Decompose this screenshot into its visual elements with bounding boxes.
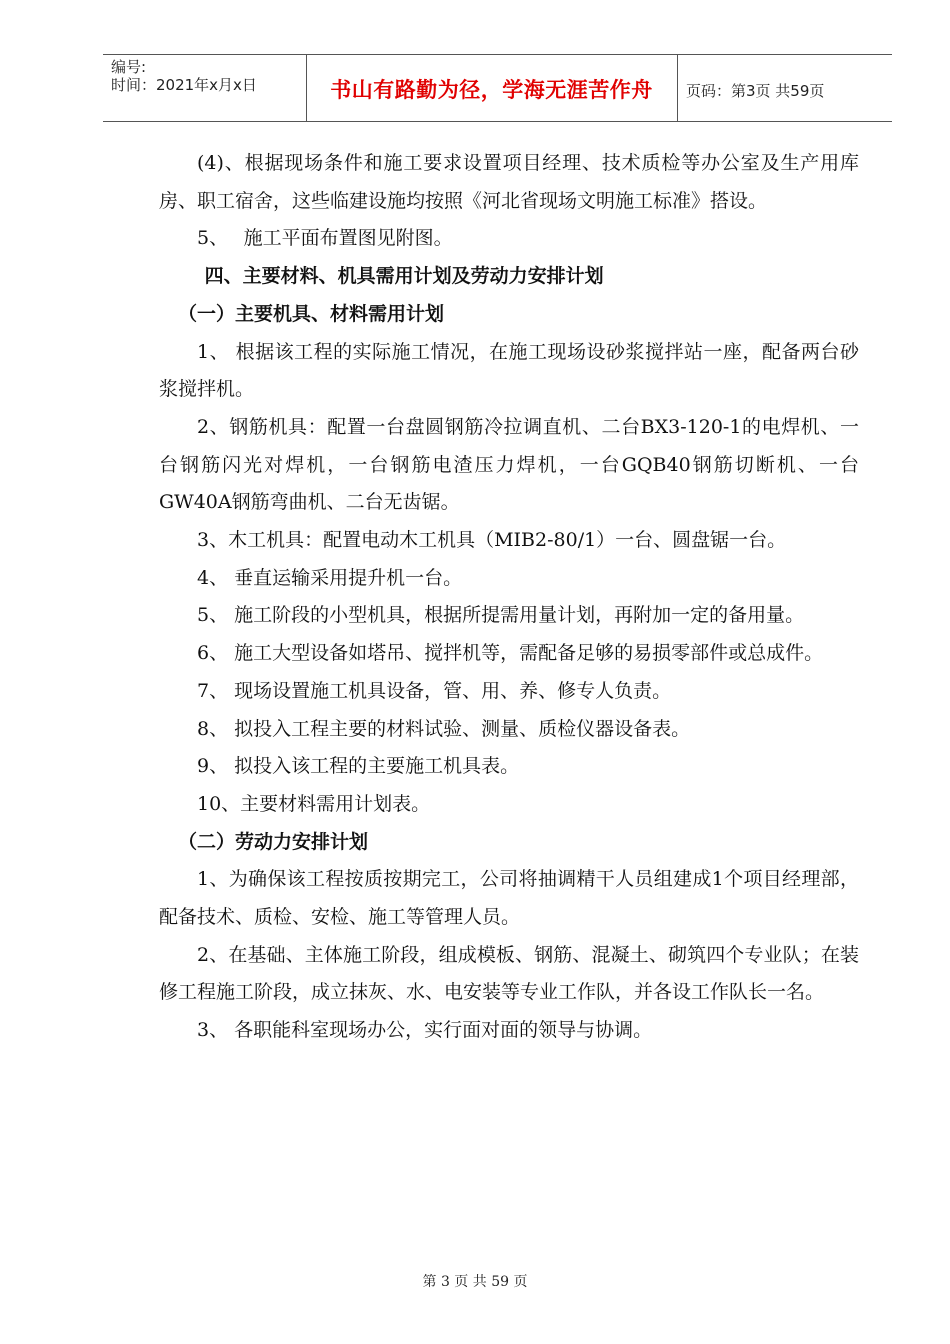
paragraph: 6、 施工大型设备如塔吊、搅拌机等，需配备足够的易损零部件或总成件。: [197, 642, 824, 665]
paragraph: (4)、根据现场条件和施工要求设置项目经理、技术质检等办公室及生产用库房、职工宿舍，这些临建设施均按照《河北省现场文明施工标准》搭设。: [159, 152, 859, 212]
page-footer-number: 第 3 页 共 59 页: [422, 1274, 528, 1290]
paragraph: 2、钢筋机具：配置一台盘圆钢筋冷拉调直机、二台BX3-120-1的电焊机、一台钢筋闪光对焊机，一台钢筋电渣压力焊机，一台GQB40钢筋切断机、一台GW40A钢筋弯曲机、二台无齿锯。: [159, 415, 859, 514]
header-page-info: 页码：第3页 共59页: [686, 82, 825, 100]
paragraph: 3、 各职能科室现场办公，实行面对面的领导与协调。: [197, 1019, 653, 1042]
section-heading: 四、主要材料、机具需用计划及劳动力安排计划: [204, 265, 604, 288]
header-motto: 书山有路勤为径，学海无涯苦作舟: [330, 77, 653, 102]
subsection-heading: （二）劳动力安排计划: [178, 830, 369, 853]
paragraph: 1、为确保该工程按质按期完工，公司将抽调精干人员组建成1个项目经理部，配备技术、质检、安检、施工等管理人员。: [159, 868, 859, 929]
paragraph: 5、 施工阶段的小型机具，根据所提需用量计划，再附加一定的备用量。: [197, 604, 805, 627]
document-body: [159, 145, 859, 1050]
header-divider-right: [677, 54, 678, 121]
header-top-rule: [103, 54, 892, 55]
subsection-heading: （一）主要机具、材料需用计划: [178, 302, 445, 325]
paragraph: 3、木工机具：配置电动木工机具（MIB2-80/1）一台、圆盘锯一台。: [197, 529, 787, 552]
document-number-label: 编号:: [111, 58, 147, 76]
document-date: 时间：2021年x月x日: [111, 76, 257, 94]
paragraph: 7、 现场设置施工机具设备，管、用、养、修专人负责。: [197, 679, 672, 702]
paragraph: 4、 垂直运输采用提升机一台。: [197, 566, 463, 589]
paragraph: 9、 拟投入该工程的主要施工机具表。: [197, 755, 520, 778]
paragraph: 5、 施工平面布置图见附图。: [197, 227, 453, 250]
paragraph: 2、在基础、主体施工阶段，组成模板、钢筋、混凝土、砌筑四个专业队；在装修工程施工阶段，成立抹灰、水、电安装等专业工作队，并各设工作队长一名。: [159, 943, 859, 1004]
paragraph: 10、主要材料需用计划表。: [197, 792, 431, 815]
header-bottom-rule: [103, 121, 892, 122]
paragraph: 1、 根据该工程的实际施工情况，在施工现场设砂浆搅拌站一座，配备两台砂浆搅拌机。: [159, 340, 859, 401]
header-meta: [111, 58, 303, 94]
paragraph: 8、 拟投入工程主要的材料试验、测量、质检仪器设备表。: [197, 717, 691, 740]
